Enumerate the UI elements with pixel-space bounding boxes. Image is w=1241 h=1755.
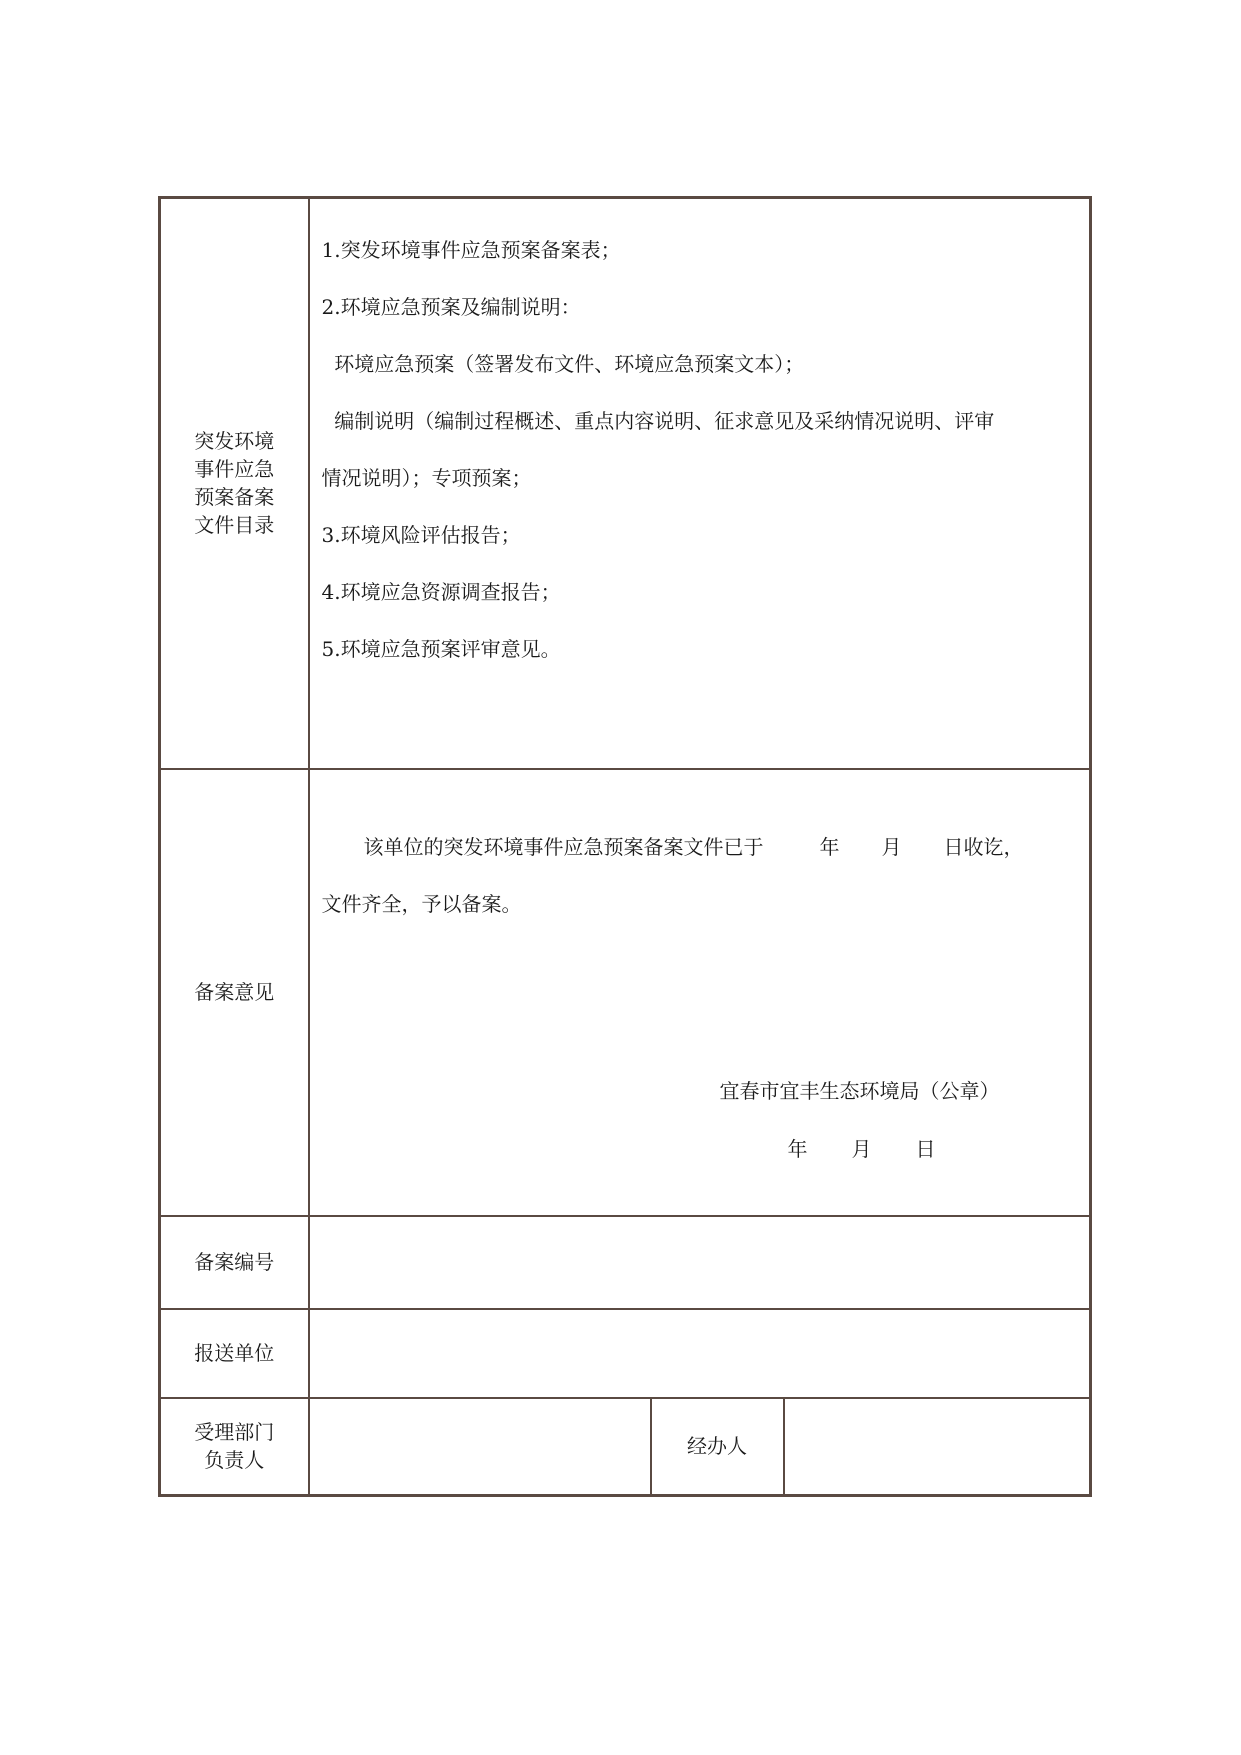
opinion-line-1 (322, 831, 1078, 860)
submitting-unit-label-cell (160, 1309, 309, 1398)
opinion-year: 年 (819, 834, 840, 859)
catalog-content-cell (309, 198, 1091, 769)
opinion-date (788, 1133, 936, 1162)
opinion-line-2: 文件齐全，予以备案。 (321, 891, 522, 916)
issuing-organization: 宜春市宜丰生态环境局（公章） (719, 1078, 1000, 1103)
opinion-row (160, 769, 1091, 1216)
opinion-content-cell (309, 769, 1091, 1216)
submitting-unit-label: 报送单位 (194, 1341, 275, 1365)
responsible-label-cell (160, 1398, 309, 1496)
opinion-label: 备案意见 (194, 980, 275, 1004)
catalog-item: 2.环境应急预案及编制说明： (321, 294, 581, 319)
opinion-month: 月 (881, 834, 902, 859)
catalog-item: 环境应急预案（签署发布文件、环境应急预案文本）； (321, 351, 805, 376)
record-number-row (160, 1216, 1091, 1309)
catalog-item: 编制说明（编制过程概述、重点内容说明、征求意见及采纳情况说明、评审 (321, 408, 995, 433)
submitting-unit-field[interactable] (309, 1309, 1091, 1398)
catalog-row (160, 198, 1091, 769)
catalog-label-line: 文件目录 (194, 513, 275, 538)
catalog-item: 3.环境风险评估报告； (321, 522, 521, 547)
catalog-item: 情况说明）；专项预案； (321, 465, 532, 490)
catalog-label-line: 事件应急 (194, 457, 275, 482)
opinion-line-1-prefix: 该单位的突发环境事件应急预案备案文件已于 (363, 834, 764, 859)
date-month: 月 (851, 1136, 872, 1161)
responsible-row (160, 1398, 1091, 1496)
catalog-item: 4.环境应急资源调查报告； (321, 579, 561, 604)
filing-form-table (158, 196, 1092, 1497)
opinion-day-suffix: 日收讫， (943, 834, 1024, 859)
catalog-item: 1.突发环境事件应急预案备案表； (321, 237, 621, 262)
responsible-person-field[interactable] (309, 1398, 651, 1496)
record-number-label-cell (160, 1216, 309, 1309)
catalog-list (310, 200, 1090, 767)
catalog-label-line: 预案备案 (194, 485, 275, 510)
responsible-label-line: 受理部门 (194, 1420, 275, 1445)
responsible-label-line: 负责人 (204, 1448, 265, 1473)
catalog-label-cell (160, 198, 309, 769)
catalog-label-line: 突发环境 (194, 429, 275, 454)
date-year: 年 (787, 1136, 808, 1161)
record-number-field[interactable] (309, 1216, 1091, 1309)
opinion-label-cell (160, 769, 309, 1216)
submitting-unit-row (160, 1309, 1091, 1398)
date-day: 日 (915, 1136, 936, 1161)
catalog-item: 5.环境应急预案评审意见。 (321, 636, 561, 661)
handler-label-cell (651, 1398, 784, 1496)
opinion-body (310, 771, 1090, 1214)
handler-label: 经办人 (687, 1434, 747, 1459)
handler-field[interactable] (784, 1398, 1091, 1496)
record-number-label: 备案编号 (194, 1250, 275, 1274)
